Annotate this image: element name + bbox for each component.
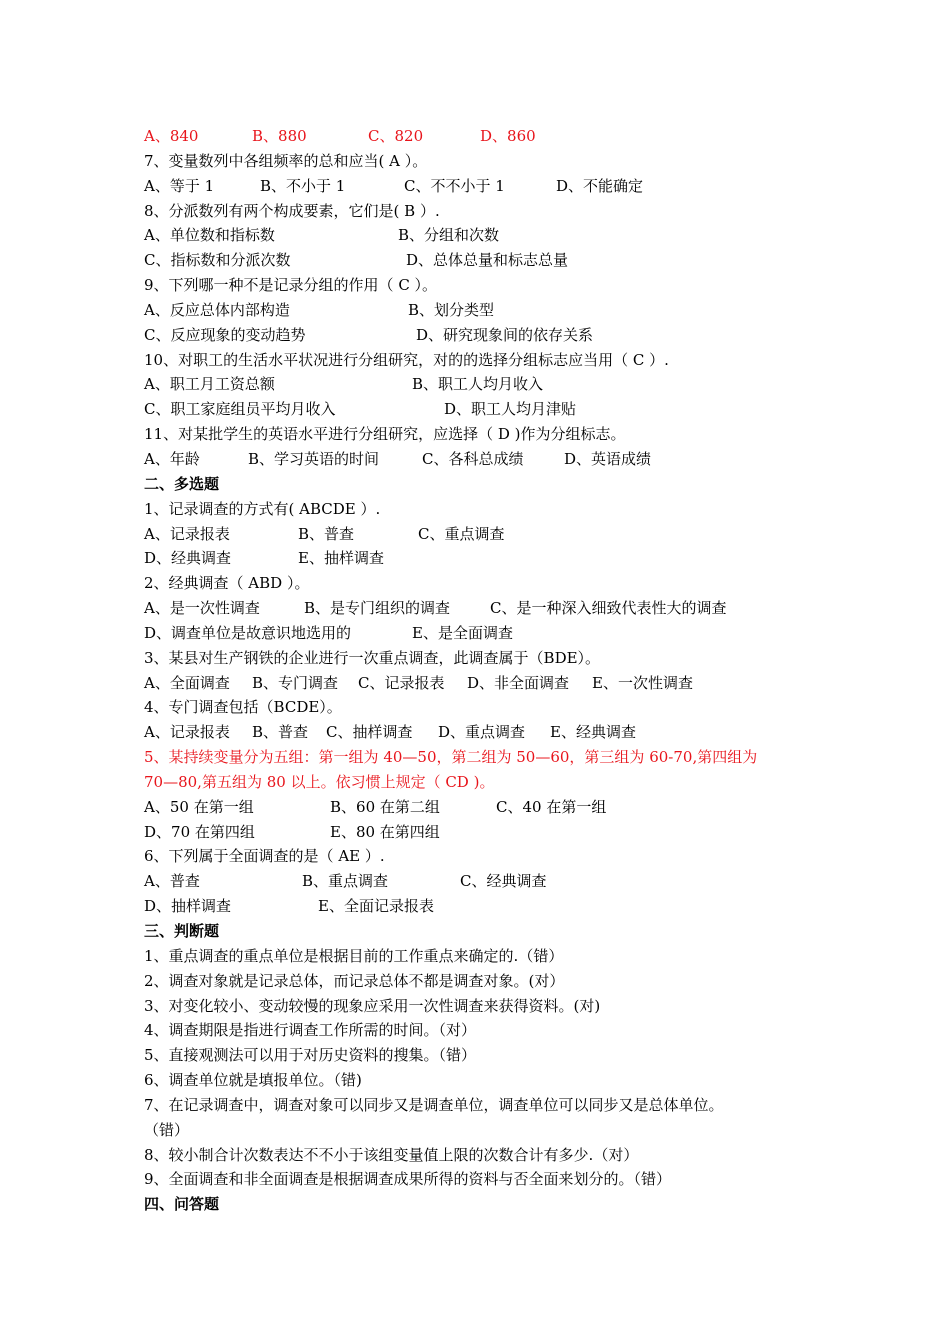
option-text: A、记录报表 [144,524,230,543]
text-line [144,571,824,596]
text-line [144,596,824,621]
option-text: D、不能确定 [556,176,644,195]
option-text: D、英语成绩 [564,449,652,468]
text-line [144,944,824,969]
text-line [144,720,824,745]
text-line [144,1143,824,1168]
option-text: C、各科总成绩 [422,449,524,468]
line-text: 1、记录调查的方式有( ABCDE ）. [144,499,381,518]
option-text: E、经典调查 [550,723,636,742]
line-text: （错） [144,1120,190,1139]
option-text: A、50 在第一组 [144,797,254,816]
line-text: 6、调查单位就是填报单位。（错) [144,1071,362,1090]
section-heading [144,472,824,497]
option-text: A、全面调查 [144,673,230,692]
option-text: A、职工月工资总额 [144,375,275,394]
option-text: A、等于 1 [144,176,215,195]
line-text: 70—80,第五组为 80 以上。依习惯上规定（ CD )。 [144,772,495,791]
option-text: B、880 [252,127,307,145]
text-line [144,124,824,149]
line-text: 2、调查对象就是记录总体，而记录总体不都是调查对象。(对） [144,971,565,990]
text-line [144,348,824,373]
option-text: A、年龄 [144,449,200,468]
section-heading [144,1192,824,1217]
text-line [144,646,824,671]
option-text: C、是一种深入细致代表性大的调查 [490,599,727,618]
line-text: 8、分派数列有两个构成要素，它们是( B ）. [144,201,440,220]
option-text: B、普查 [252,723,309,742]
option-text: D、重点调查 [438,723,526,742]
text-line [144,1118,824,1143]
option-text: A、是一次性调查 [144,599,260,618]
line-text: 3、对变化较小、变动较慢的现象应采用一次性调查来获得资料。(对) [144,996,601,1015]
text-line [144,869,824,894]
option-text: C、指标数和分派次数 [144,251,291,270]
option-text: C、记录报表 [358,673,445,692]
option-text: C、40 在第一组 [496,797,607,816]
line-text: 9、全面调查和非全面调查是根据调查成果所得的资料与否全面来划分的。（错） [144,1170,672,1189]
option-text: B、专门调查 [252,673,339,692]
option-text: B、职工人均月收入 [412,375,544,394]
option-text: C、职工家庭组员平均月收入 [144,400,336,419]
option-text: D、调查单位是故意识地选用的 [144,623,352,642]
text-line [144,174,824,199]
line-text: 7、变量数列中各组频率的总和应当( A ）。 [144,151,428,170]
option-text: B、是专门组织的调查 [304,599,451,618]
option-text: E、80 在第四组 [330,822,440,841]
text-line [144,795,824,820]
text-line [144,1093,824,1118]
text-line [144,397,824,422]
section-heading [144,919,824,944]
text-line [144,546,824,571]
line-text: 二、多选题 [144,474,220,493]
text-line [144,273,824,298]
line-text: 4、专门调查包括（BCDE）。 [144,698,342,717]
line-text: 3、某县对生产钢铁的企业进行一次重点调查，此调查属于（BDE）。 [144,648,601,667]
option-text: B、分组和次数 [398,226,500,245]
text-line [144,223,824,248]
text-line [144,522,824,547]
line-text: 1、重点调查的重点单位是根据目前的工作重点来确定的.（错） [144,946,564,965]
text-line [144,199,824,224]
line-text: 2、经典调查（ ABD ）。 [144,574,310,593]
text-line [144,422,824,447]
option-text: E、抽样调查 [298,549,384,568]
option-text: D、职工人均月津贴 [444,400,577,419]
line-text: 10、对职工的生活水平状况进行分组研究，对的的选择分组标志应当用（ C ）. [144,350,669,369]
option-text: A、840 [144,127,199,145]
text-line [144,969,824,994]
line-text: 5、某持续变量分为五组：第一组为 40—50，第二组为 50—60，第三组为 60-70,第四组为 [144,748,758,767]
option-text: D、经典调查 [144,549,232,568]
line-text: 4、调查期限是指进行调查工作所需的时间。（对） [144,1021,477,1040]
option-text: A、单位数和指标数 [144,226,275,245]
text-line [144,671,824,696]
option-text: B、普查 [298,524,355,543]
line-text: 7、在记录调查中，调查对象可以同步又是调查单位，调查单位可以同步又是总体单位。 [144,1095,724,1114]
option-text: C、反应现象的变动趋势 [144,325,306,344]
text-line [144,770,824,795]
option-text: E、全面记录报表 [318,897,434,916]
option-text: D、总体总量和标志总量 [406,251,569,270]
text-line [144,1043,824,1068]
text-line [144,844,824,869]
text-line [144,1068,824,1093]
option-text: C、820 [368,127,424,145]
option-text: C、经典调查 [460,872,547,891]
text-line [144,820,824,845]
option-text: E、一次性调查 [592,673,693,692]
option-text: B、不小于 1 [260,176,346,195]
option-text: A、普查 [144,872,200,891]
text-line [144,323,824,348]
line-text: 8、较小制合计次数表达不不小于该组变量值上限的次数合计有多少.（对） [144,1145,639,1164]
option-text: C、抽样调查 [326,723,413,742]
text-line [144,298,824,323]
option-text: B、60 在第二组 [330,797,440,816]
option-text: D、非全面调查 [467,673,570,692]
option-text: E、是全面调查 [412,623,513,642]
text-line [144,248,824,273]
document-body [144,124,824,1217]
option-text: B、划分类型 [408,300,495,319]
text-line [144,497,824,522]
text-line [144,149,824,174]
text-line [144,447,824,472]
text-line [144,994,824,1019]
option-text: D、研究现象间的依存关系 [416,325,594,344]
option-text: D、860 [480,127,536,145]
option-text: A、反应总体内部构造 [144,300,290,319]
option-text: C、重点调查 [418,524,505,543]
text-line [144,372,824,397]
text-line [144,894,824,919]
text-line [144,695,824,720]
option-text: D、抽样调查 [144,897,232,916]
line-text: 三、判断题 [144,922,220,940]
text-line [144,745,824,770]
option-text: D、70 在第四组 [144,822,255,841]
line-text: 11、对某批学生的英语水平进行分组研究，应选择（ D )作为分组标志。 [144,425,626,444]
text-line [144,1018,824,1043]
line-text: 四、问答题 [144,1195,220,1214]
text-line [144,621,824,646]
option-text: B、学习英语的时间 [248,449,380,468]
line-text: 9、下列哪一种不是记录分组的作用（ C ）。 [144,276,438,295]
option-text: B、重点调查 [302,872,389,891]
line-text: 5、直接观测法可以用于对历史资料的搜集。（错） [144,1046,477,1065]
option-text: A、记录报表 [144,723,230,742]
line-text: 6、下列属于全面调查的是（ AE ）. [144,847,385,866]
option-text: C、不不小于 1 [404,176,505,195]
text-line [144,1167,824,1192]
